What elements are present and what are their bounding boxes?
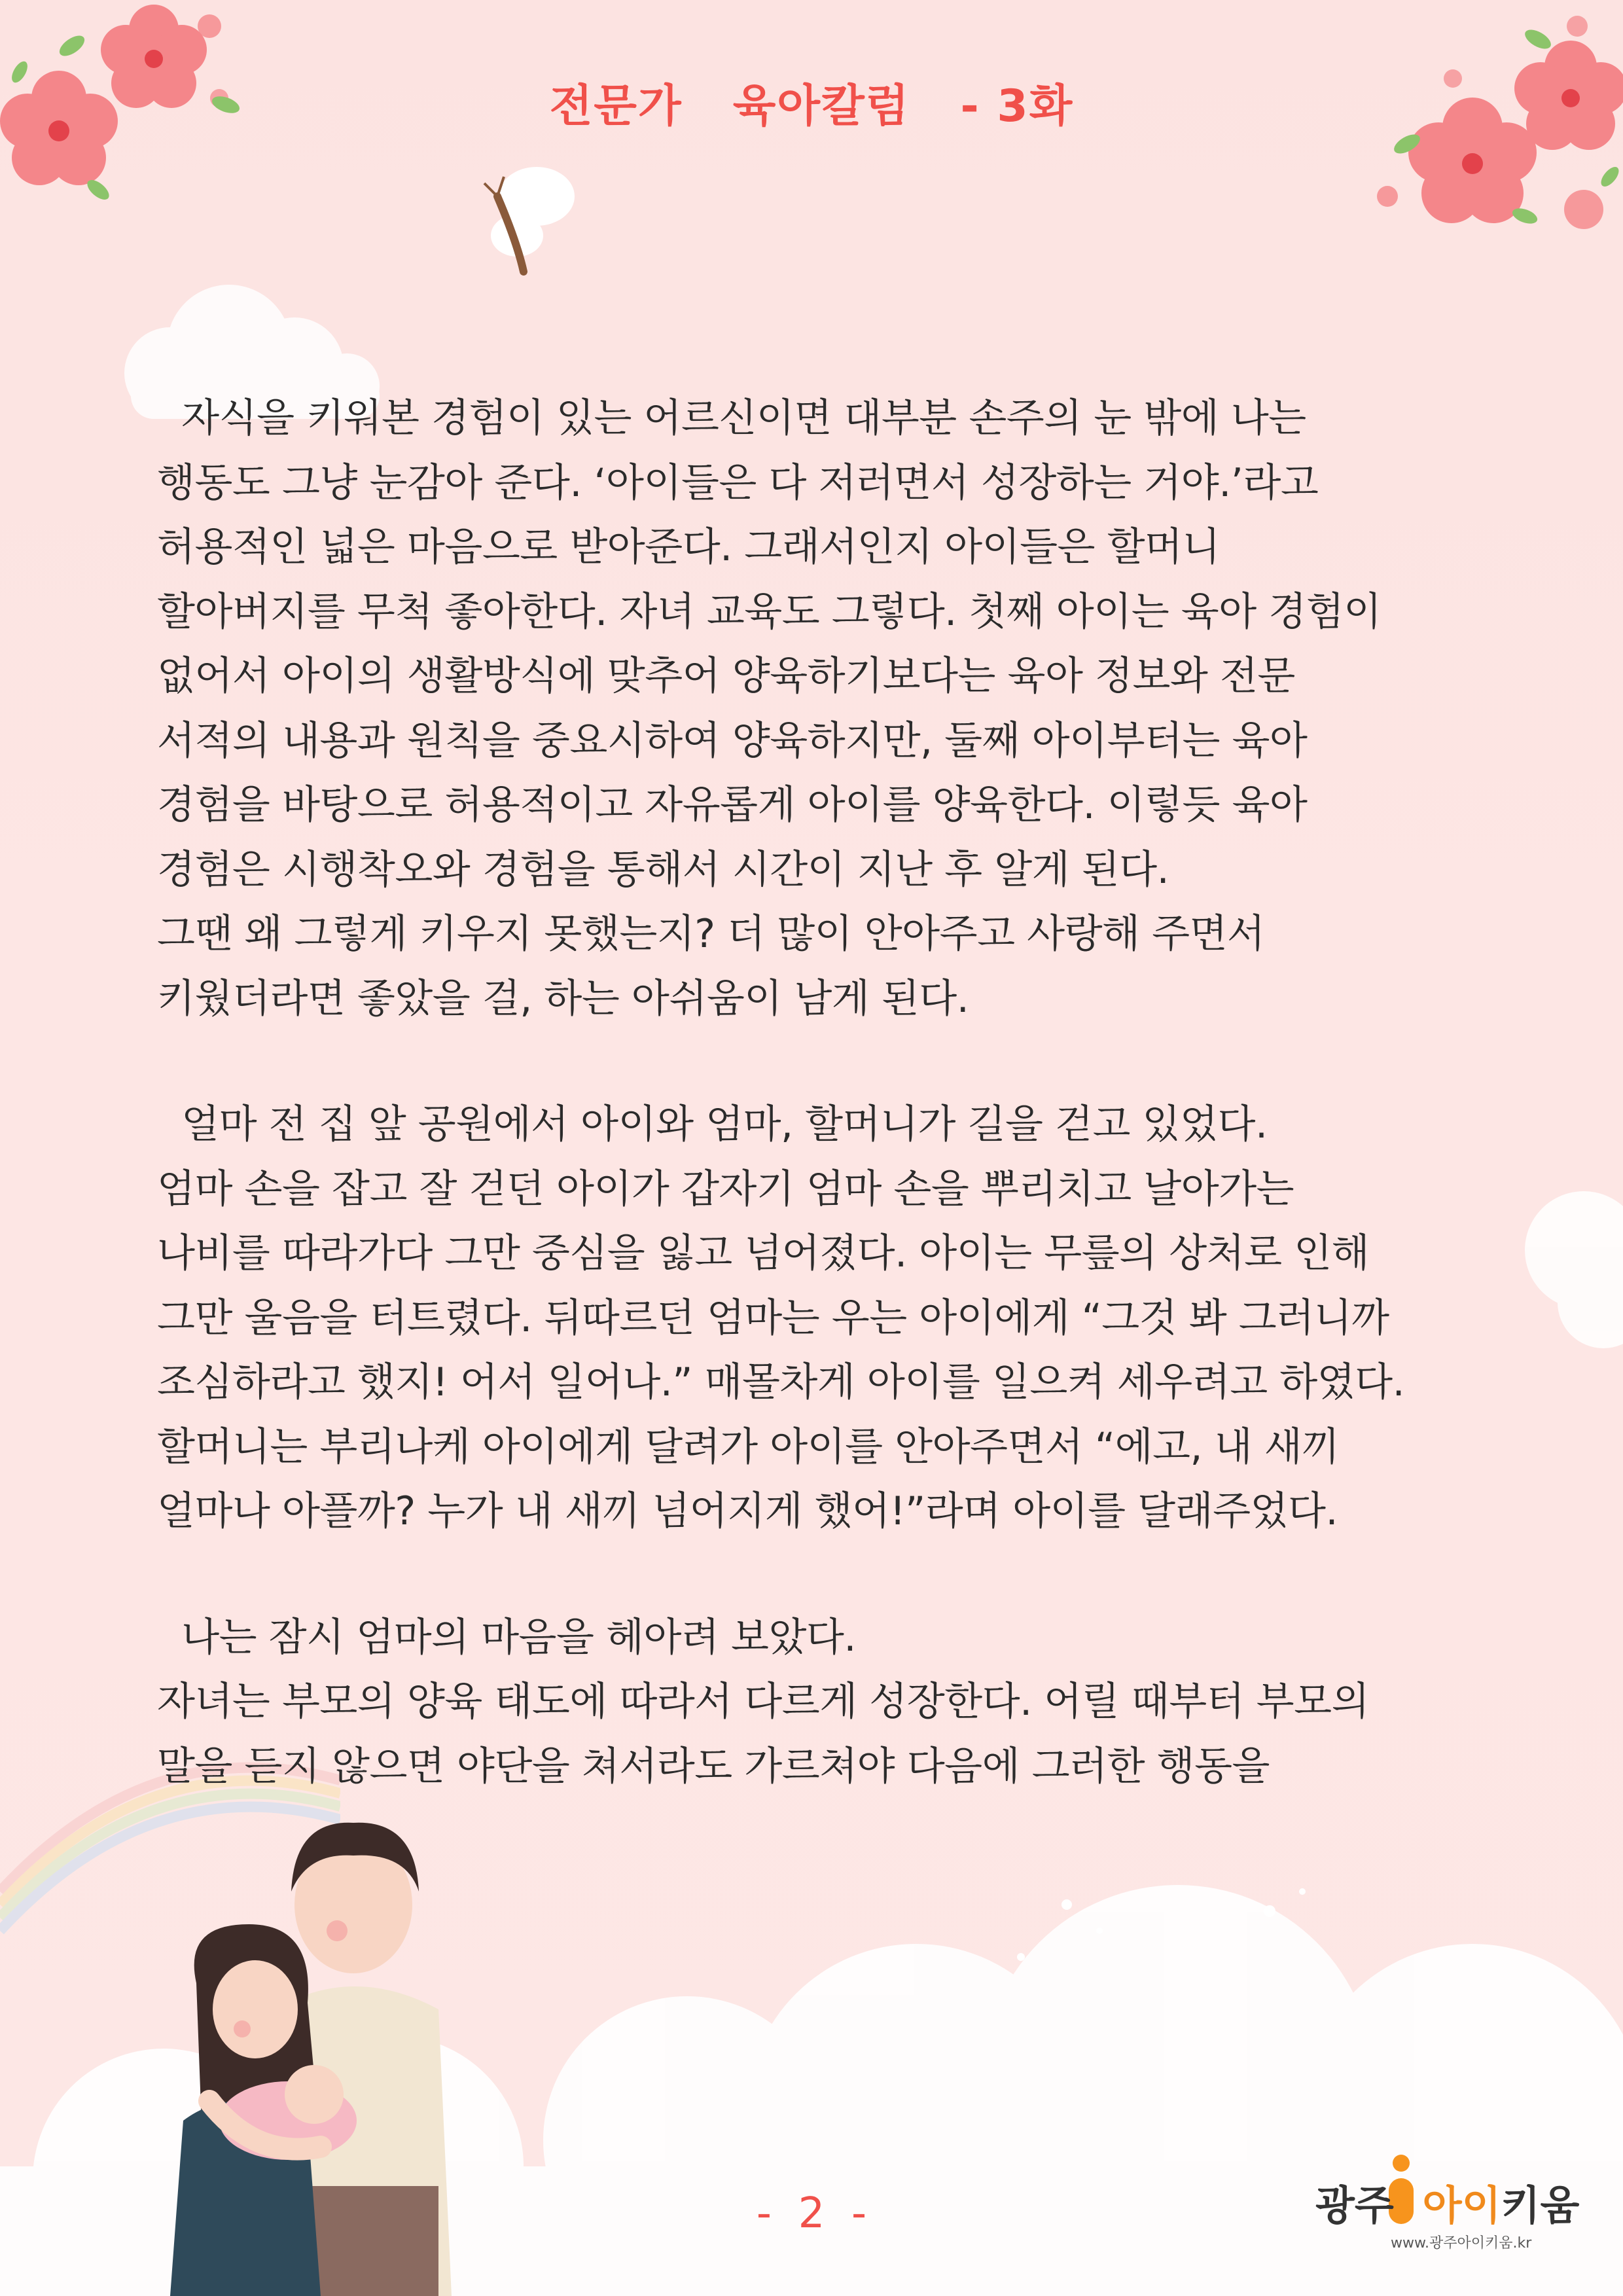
page-title: 전문가 육아칼럼 - 3화 <box>549 81 1074 132</box>
text-line: 그땐 왜 그렇게 키우지 못했는지? 더 많이 안아주고 사랑해 주면서 <box>157 911 1265 957</box>
paragraph-gap <box>157 1031 1492 1092</box>
text-line: 경험을 바탕으로 허용적이고 자유롭게 아이를 양육한다. 이렇듯 육아 <box>157 782 1308 828</box>
text-line: 그만 울음을 터트렸다. 뒤따르던 엄마는 우는 아이에게 “그것 봐 그러니까 <box>157 1295 1389 1341</box>
text-line: 엄마 손을 잡고 잘 걷던 아이가 갑자기 엄마 손을 뿌리치고 날아가는 <box>157 1166 1294 1212</box>
text-line: 나비를 따라가다 그만 중심을 잃고 넘어졌다. 아이는 무릎의 상처로 인해 <box>157 1230 1370 1276</box>
text-line: 행동도 그냥 눈감아 준다. ‘아이들은 다 저러면서 성장하는 거야.’라고 <box>157 459 1319 506</box>
paragraph <box>157 1092 1492 1544</box>
text-line: 나는 잠시 엄마의 마음을 헤아려 보았다. <box>157 1614 856 1660</box>
logo-mark-icon <box>1393 2155 1410 2172</box>
text-line: 없어서 아이의 생활방식에 맞추어 양육하기보다는 육아 정보와 전문 <box>157 653 1295 699</box>
article-body <box>157 386 1492 1799</box>
logo <box>1315 2140 1590 2258</box>
text-line: 허용적인 넓은 마음으로 받아준다. 그래서인지 아이들은 할머니 <box>157 524 1220 570</box>
text-line: 할머니는 부리나케 아이에게 달려가 아이를 안아주면서 “에고, 내 새끼 <box>157 1424 1340 1470</box>
cloud-icon <box>1505 1178 1623 1348</box>
text-line: 말을 듣지 않으면 야단을 쳐서라도 가르쳐야 다음에 그러한 행동을 <box>157 1743 1270 1789</box>
logo-highlight: 아이 <box>1422 2181 1501 2229</box>
logo-url: www.광주아이키움.kr <box>1391 2235 1532 2251</box>
text-line: 키웠더라면 좋았을 걸, 하는 아쉬움이 남게 된다. <box>157 975 969 1022</box>
text-line: 얼마 전 집 앞 공원에서 아이와 엄마, 할머니가 길을 걷고 있었다. <box>157 1102 1268 1147</box>
logo-text <box>1315 2173 1579 2231</box>
page-number: - 2 - <box>756 2189 867 2238</box>
text-line: 할아버지를 무척 좋아한다. 자녀 교육도 그렇다. 첫째 아이는 육아 경험이 <box>157 588 1382 635</box>
text-line: 얼마나 아플까? 누가 내 새끼 넘어지게 했어!”라며 아이를 달래주었다. <box>157 1488 1338 1534</box>
paragraph-gap <box>157 1544 1492 1605</box>
logo-prefix: 광주 <box>1315 2181 1394 2229</box>
text-line: 서적의 내용과 원칙을 중요시하여 양육하지만, 둘째 아이부터는 육아 <box>157 717 1308 764</box>
text-line: 자식을 키워본 경험이 있는 어르신이면 대부분 손주의 눈 밖에 나는 <box>157 395 1306 441</box>
butterfly-icon <box>458 157 582 288</box>
text-line: 경험은 시행착오와 경험을 통해서 시간이 지난 후 알게 된다. <box>157 846 1169 893</box>
paragraph <box>157 1605 1492 1799</box>
logo-suffix: 키움 <box>1501 2181 1580 2229</box>
text-line: 자녀는 부모의 양육 태도에 따라서 다르게 성장한다. 어릴 때부터 부모의 <box>157 1679 1370 1725</box>
text-line: 조심하라고 했지! 어서 일어나.” 매몰차게 아이를 일으켜 세우려고 하였다. <box>157 1359 1405 1405</box>
paragraph <box>157 386 1492 1031</box>
